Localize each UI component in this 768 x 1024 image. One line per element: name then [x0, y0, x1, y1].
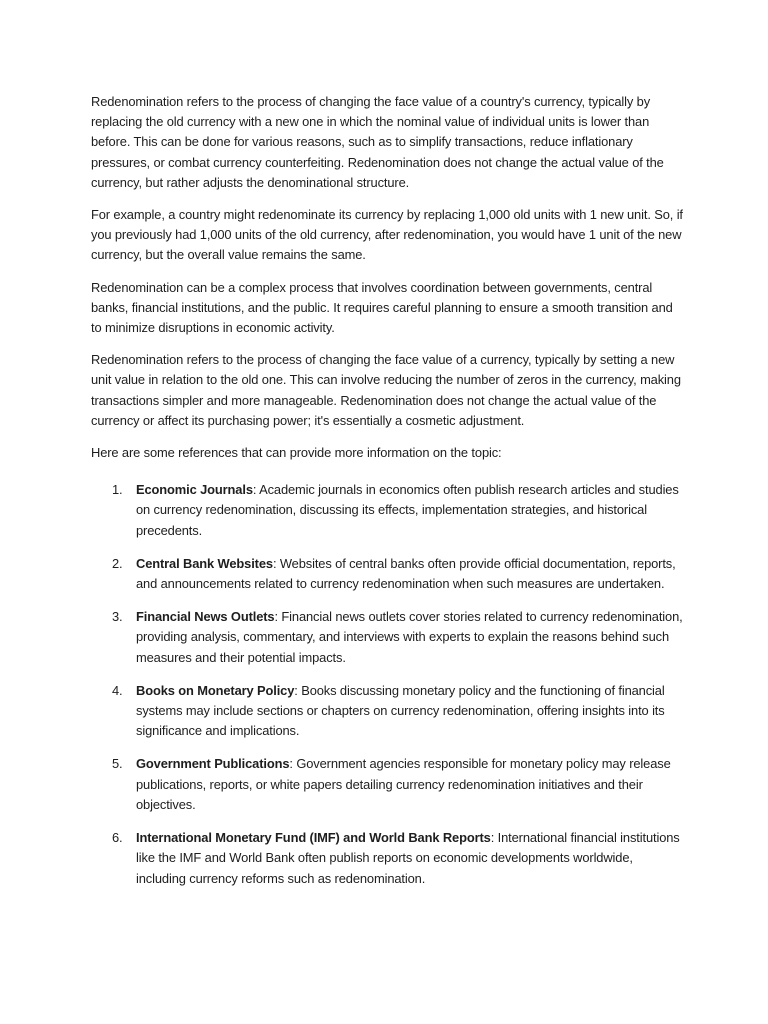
references-intro: Here are some references that can provide more information on the topic:	[91, 445, 502, 461]
list-item-number: 2.	[112, 555, 123, 571]
list-item-number: 4.	[112, 682, 123, 698]
list-item	[91, 480, 686, 541]
list-item-text: : Academic journals in economics often publish research articles and studies on currency redenomination, discussing its effects, implementation strategies, and historical precedents.	[136, 482, 679, 538]
list-item-number: 5.	[112, 756, 123, 772]
list-item-number: 3.	[112, 609, 123, 625]
list-item-title: Financial News Outlets	[136, 609, 275, 625]
list-item	[91, 554, 686, 594]
list-item	[91, 754, 686, 815]
paragraph-example: For example, a country might redenominate its currency by replacing 1,000 old units with 1 new unit. So, if you previously had 1,000 units of the old currency, after redenomination, you would have 1 unit of the new currency, but the overall value remains the same.	[91, 207, 683, 263]
list-item-text: : Websites of central banks often provide official documentation, reports, and announcements related to currency redenomination when such measures are undertaken.	[136, 555, 676, 592]
list-item-title: Economic Journals	[136, 482, 253, 498]
paragraph-definition: Redenomination refers to the process of changing the face value of a country's currency, typically by replacing the old currency with a new one in which the nominal value of individual units is lower than before. This can be done for various reasons, such as to simplify transactions, reduce inflationary pressures, or combat currency counterfeiting. Redenomination does not change the actual value of the currency, but rather adjusts the denominational structure.	[91, 94, 664, 190]
paragraph-definition-alt: Redenomination refers to the process of changing the face value of a currency, typically by setting a new unit value in relation to the old one. This can involve reducing the number of zeros in the currency, making transactions simpler and more manageable. Redenomination does not change the actual value of the currency or affect its purchasing power; it's essentially a cosmetic adjustment.	[91, 352, 681, 428]
paragraph-process: Redenomination can be a complex process that involves coordination between governments, central banks, financial institutions, and the public. It requires careful planning to ensure a smooth transition and to minimize disruptions in economic activity.	[91, 279, 673, 336]
list-item-text: : Government agencies responsible for monetary policy may release publications, reports, or white papers detailing currency redenomination initiatives and their objectives.	[136, 756, 671, 812]
list-item-number: 1.	[112, 482, 123, 498]
list-item-text: : Financial news outlets cover stories related to currency redenomination, providing analysis, commentary, and interviews with experts to explain the reasons behind such measures and their potential impacts.	[136, 609, 683, 665]
list-item-text: : Books discussing monetary policy and the functioning of financial systems may include sections or chapters on currency redenomination, offering insights into its significance and implications.	[136, 682, 665, 739]
list-item-number: 6.	[112, 830, 123, 846]
list-item	[91, 828, 686, 889]
references-list	[91, 480, 686, 888]
list-item-title: Central Bank Websites	[136, 555, 273, 571]
list-item-title: International Monetary Fund (IMF) and World Bank Reports	[136, 830, 491, 846]
list-item	[91, 681, 686, 742]
list-item	[91, 607, 686, 668]
list-item-text: : International financial institutions like the IMF and World Bank often publish reports on economic developments worldwide, including currency reforms such as redenomination.	[136, 830, 680, 886]
list-item-title: Government Publications	[136, 756, 290, 772]
list-item-title: Books on Monetary Policy	[136, 682, 295, 698]
